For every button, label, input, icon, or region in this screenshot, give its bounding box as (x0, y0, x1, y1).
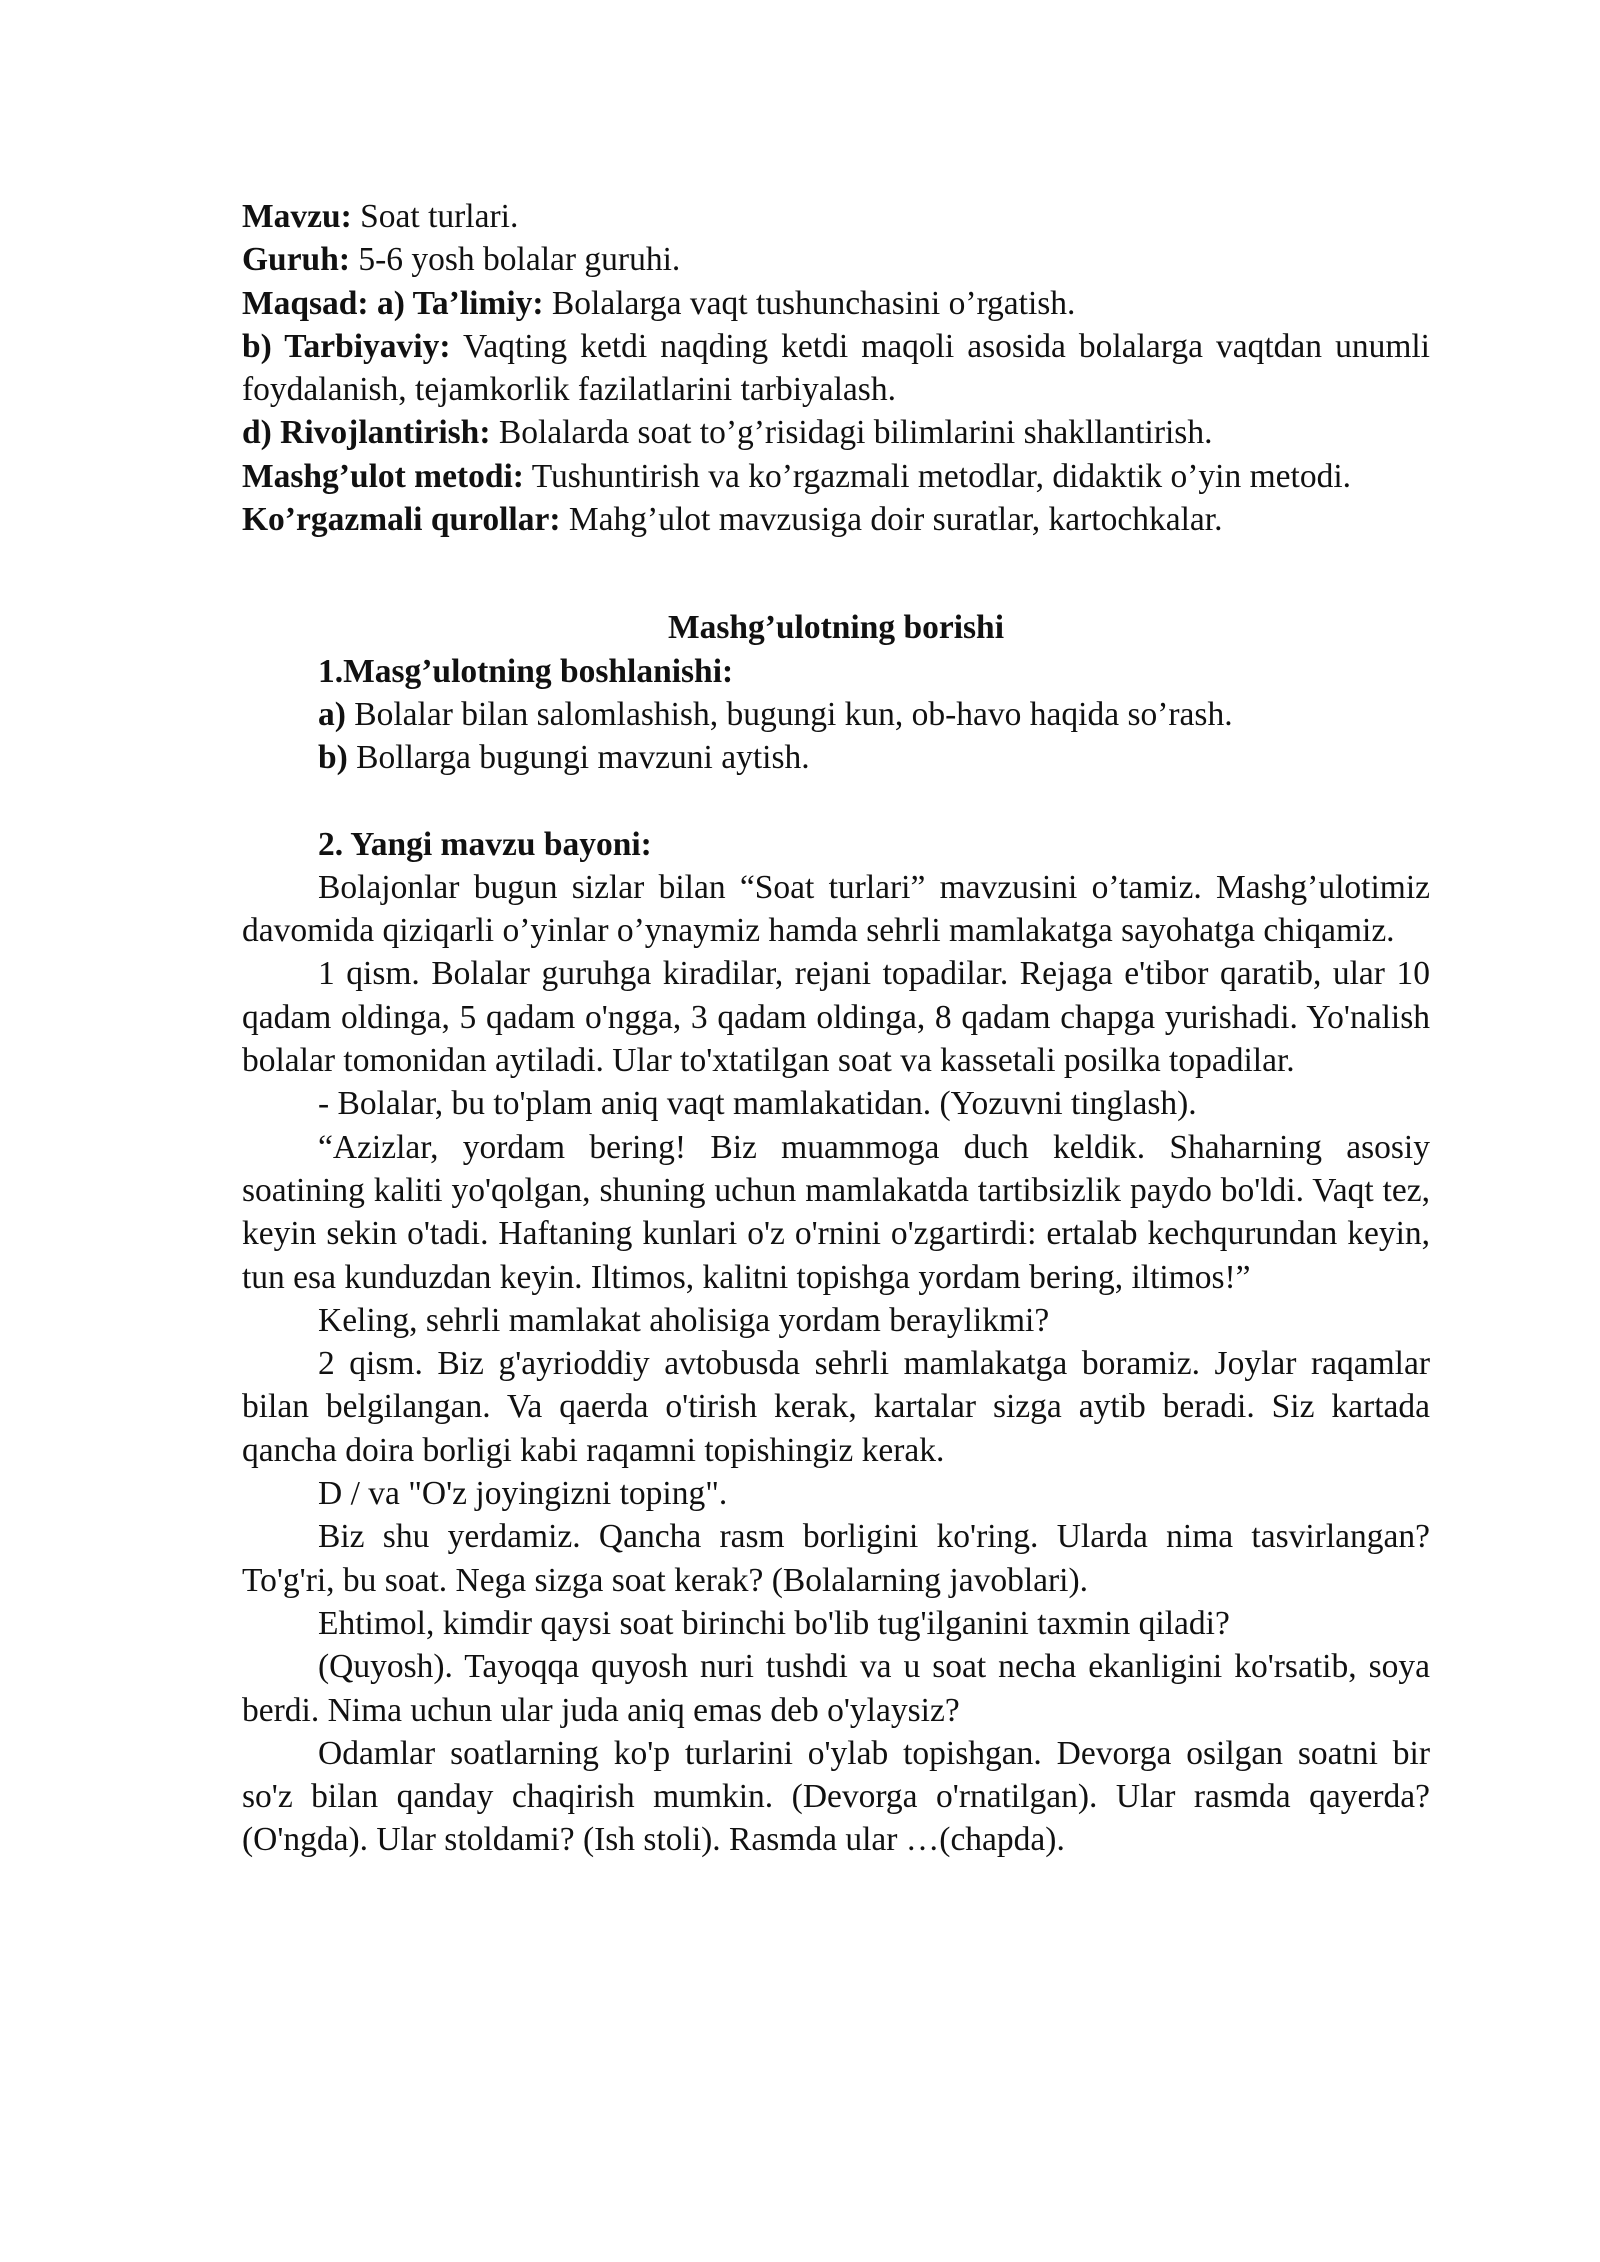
part1-item-a (242, 693, 1430, 736)
maqsad-label: Maqsad: a) Ta’limiy: (242, 284, 544, 322)
part2-paragraph: Bolajonlar bugun sizlar bilan “Soat turlari” mavzusini o’tamiz. Mashg’ulotimiz davomida qiziqarli o’yinlar o’ynaymiz hamda sehrli mamlakatga sayohatga chiqamiz. (242, 868, 1430, 950)
guruh-line (242, 238, 1430, 281)
part2-paragraph: (Quyosh). Tayoqqa quyosh nuri tushdi va u soat necha ekanligini ko'rsatib, soya berdi. Nima uchun ular juda aniq emas deb o'ylaysiz? (242, 1648, 1430, 1729)
qurol-value: Mahg’ulot mavzusiga doir suratlar, kartochkalar. (560, 501, 1223, 539)
part1-title-text: 1.Masg’ulotning boshlanishi: (318, 652, 734, 690)
tarbiyaviy-line (242, 325, 1430, 412)
rivojlantirish-label: d) Rivojlantirish: (242, 414, 491, 452)
maqsad-value: Bolalarga vaqt tushunchasini o’rgatish. (543, 284, 1076, 322)
qurol-line (242, 498, 1430, 541)
part1-item-b (242, 736, 1430, 779)
rivojlantirish-value: Bolalarda soat to’g’risidagi bilimlarini shakllantirish. (490, 414, 1213, 452)
part2-paragraph: 2 qism. Biz g'ayrioddiy avtobusda sehrli mamlakatga boramiz. Joylar raqamlar bilan belgilangan. Va qaerda o'tirish kerak, kartalar sizga aytib beradi. Siz kartada qancha doira borligi kabi raqamni topishingiz kerak. (242, 1345, 1430, 1469)
tarbiyaviy-label: b) Tarbiyaviy: (242, 327, 451, 365)
spacer (242, 780, 1430, 823)
mavzu-value: Soat turlari. (351, 198, 519, 235)
part2-paragraph: 1 qism. Bolalar guruhga kiradilar, rejani topadilar. Rejaga e'tibor qaratib, ular 10 qadam oldinga, 5 qadam o'ngga, 3 qadam oldinga, 8 qadam chapga yurishadi. Yo'nalish bolalar tomonidan aytiladi. Ular to'xtatilgan soat va kassetali posilka topadilar. (242, 955, 1430, 1080)
spacer (242, 541, 1430, 606)
part2-paragraph: Biz shu yerdamiz. Qancha rasm borligini ko'ring. Ularda nima tasvirlangan? To'g'ri, bu soat. Nega sizga soat kerak? (Bolalarning javoblari). (242, 1518, 1430, 1599)
part1-item-a-label: a) (318, 695, 346, 733)
part1-title (242, 650, 1430, 693)
tarbiyaviy-value: Vaqting ketdi naqding ketdi maqoli asosida bolalarga vaqtdan unumli foydalanish, tejamkorlik fazilatlarini tarbiyalash. (242, 327, 1430, 409)
mavzu-label: Mavzu: (242, 198, 352, 235)
part2-title (242, 823, 1430, 866)
part2-paragraph: Ehtimol, kimdir qaysi soat birinchi bo'lib tug'ilganini taxmin qiladi? (318, 1604, 1230, 1642)
part1-item-a-text: Bolalar bilan salomlashish, bugungi kun, ob-havo haqida so’rash. (345, 695, 1233, 733)
part1-item-b-label: b) (318, 739, 348, 777)
mavzu-line (242, 195, 1430, 238)
part2-title-text: 2. Yangi mavzu bayoni: (318, 825, 652, 863)
metod-value: Tushuntirish va ko’rgazmali metodlar, didaktik o’yin metodi. (523, 457, 1352, 495)
section-title: Mashg’ulotning borishi (667, 609, 1004, 647)
part2-paragraph: Keling, sehrli mamlakat aholisiga yordam beraylikmi? (318, 1301, 1050, 1339)
metod-line (242, 455, 1430, 498)
qurol-label: Ko’rgazmali qurollar: (242, 501, 561, 539)
guruh-value: 5-6 yosh bolalar guruhi. (349, 241, 681, 279)
part2-paragraph: “Azizlar, yordam bering! Biz muammoga duch keldik. Shaharning asosiy soatining kaliti yo'qolgan, shuning uchun mamlakatda tartibsizlik paydo bo'ldi. Vaqt tez, keyin sekin o'tadi. Haftaning kunlari o'z o'rnini o'zgartirdi: ertalab kechqurundan keyin, tun esa kunduzdan keyin. Iltimos, kalitni topishga yordam bering, iltimos!” (242, 1128, 1430, 1296)
rivojlantirish-line (242, 411, 1430, 454)
part2-paragraph: - Bolalar, bu to'plam aniq vaqt mamlakatidan. (Yozuvni tinglash). (318, 1085, 1197, 1123)
part2-paragraph: Odamlar soatlarning ko'p turlarini o'ylab topishgan. Devorga osilgan soatni bir so'z bilan qanday chaqirish mumkin. (Devorga o'rnatilgan). Ular rasmda qayerda? (O'ngda). Ular stoldami? (Ish stoli). Rasmda ular …(chapda). (242, 1734, 1430, 1859)
maqsad-line (242, 282, 1430, 325)
part2-paragraph: D / va "O'z joyingizni toping". (318, 1475, 728, 1513)
guruh-label: Guruh: (242, 241, 350, 279)
metod-label: Mashg’ulot metodi: (242, 457, 524, 495)
document-page (242, 195, 1430, 1862)
part1-item-b-text: Bollarga bugungi mavzuni aytish. (347, 739, 810, 777)
